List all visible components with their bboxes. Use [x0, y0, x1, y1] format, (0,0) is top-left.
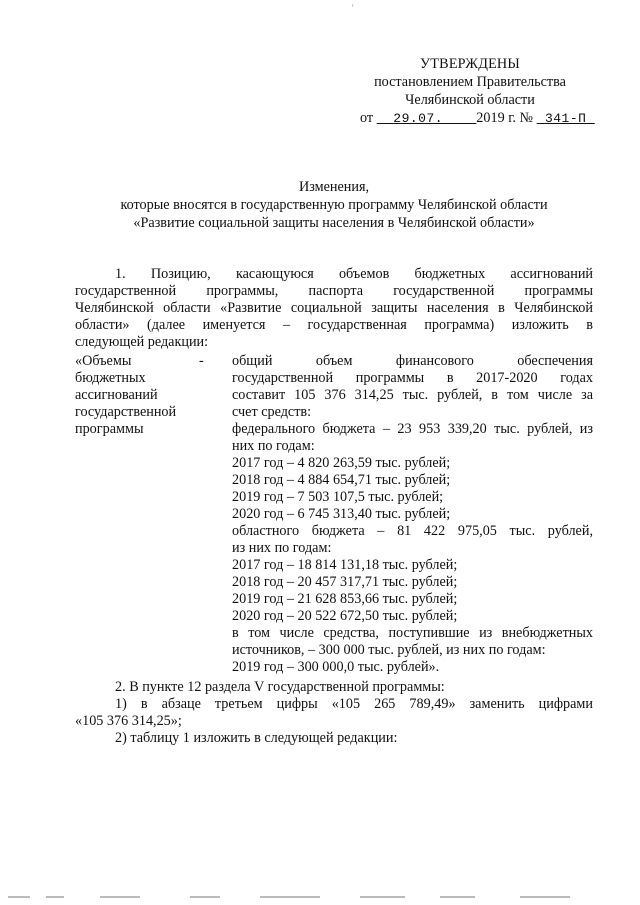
passport-right-line-4: счет средств: [232, 404, 312, 420]
passport-right-line-9: 2019 год – 7 503 107,5 тыс. рублей; [232, 489, 444, 505]
passport-right-column [232, 353, 593, 676]
passport-right-line-15: 2019 год – 21 628 853,66 тыс. рублей; [232, 591, 458, 607]
approval-number: 341-П [544, 111, 587, 126]
passport-right-line-16: 2020 год – 20 522 672,50 тыс. рублей; [232, 608, 458, 624]
passport-right-line-1: общий объем финансового обеспечения [232, 353, 593, 369]
passport-right-line-5: федерального бюджета – 23 953 339,20 тыс. рублей, из [232, 421, 593, 437]
heading-line-3: «Развитие социальной защиты населения в Челябинской области» [133, 215, 535, 231]
passport-right-line-18: источников, – 300 000 тыс. рублей, из них по годам: [232, 642, 546, 658]
passport-right-line-2: государственной программы в 2017-2020 годах [232, 370, 593, 386]
passport-left-line-5: программы [75, 421, 144, 437]
passport-right-line-10: 2020 год – 6 745 313,40 тыс. рублей; [232, 506, 451, 522]
passport-right-line-13: 2017 год – 18 814 131,18 тыс. рублей; [232, 557, 458, 573]
passport-right-line-3: составит 105 376 314,25 тыс. рублей, в том числе за [232, 387, 593, 403]
passport-left-line-2: бюджетных [75, 370, 146, 386]
heading-line-2: которые вносятся в государственную программу Челябинской области [120, 197, 548, 213]
approval-stamp [360, 55, 587, 128]
passport-left-column [75, 353, 210, 438]
item-2-line-2a: 1) в абзаце третьем цифры «105 265 789,49» заменить цифрами [115, 696, 593, 712]
passport-left-line-3: ассигнований [75, 387, 158, 403]
item-1-line-1: 1. Позицию, касающуюся объемов бюджетных ассигнований [115, 266, 593, 282]
item-1-paragraph [75, 266, 593, 351]
passport-right-line-7: 2017 год – 4 820 263,59 тыс. рублей; [232, 455, 451, 471]
item-2-line-3: 2) таблицу 1 изложить в следующей редакции: [115, 730, 398, 746]
heading-line-1: Изменения, [298, 179, 370, 195]
approval-line-2: Челябинской области [405, 92, 535, 108]
item-2-line-2b: «105 376 314,25»; [75, 713, 182, 729]
passport-right-line-14: 2018 год – 20 457 317,71 тыс. рублей; [232, 574, 458, 590]
item-2-line-1: 2. В пункте 12 раздела V государственной программы: [115, 679, 445, 695]
approval-date: 29.07. [393, 111, 444, 126]
scan-mark [352, 4, 353, 7]
passport-dash: - [199, 353, 204, 369]
passport-left-line-1: «Объемы [75, 353, 132, 369]
passport-left-line-4: государственной [75, 404, 177, 420]
passport-right-line-12: из них по годам: [232, 540, 332, 556]
passport-right-line-19: 2019 год – 300 000,0 тыс. рублей». [232, 659, 440, 675]
approval-prefix: от [360, 110, 374, 126]
passport-right-line-8: 2018 год – 4 884 654,71 тыс. рублей; [232, 472, 451, 488]
item-1-line-3: Челябинской области «Развитие социальной защиты населения в Челябинской [75, 300, 593, 316]
approval-order-line [360, 109, 587, 128]
passport-right-line-17: в том числе средства, поступившие из внебюджетных [232, 625, 593, 641]
document-heading [60, 178, 608, 232]
item-1-line-4: области» (далее именуется – государственная программа) изложить в [75, 317, 593, 333]
scan-edge-marks [0, 896, 640, 902]
passport-right-line-6: них по годам: [232, 438, 315, 454]
approval-title: УТВЕРЖДЕНЫ [420, 56, 520, 72]
approval-year: 2019 г. № [476, 110, 534, 126]
item-2-paragraph [75, 679, 593, 747]
item-1-line-5: следующей редакции: [75, 334, 209, 350]
item-1-line-2: государственной программы, паспорта государственной программы [75, 283, 593, 299]
passport-right-line-11: областного бюджета – 81 422 975,05 тыс. рублей, [232, 523, 593, 539]
approval-line-1: постановлением Правительства [374, 74, 566, 90]
